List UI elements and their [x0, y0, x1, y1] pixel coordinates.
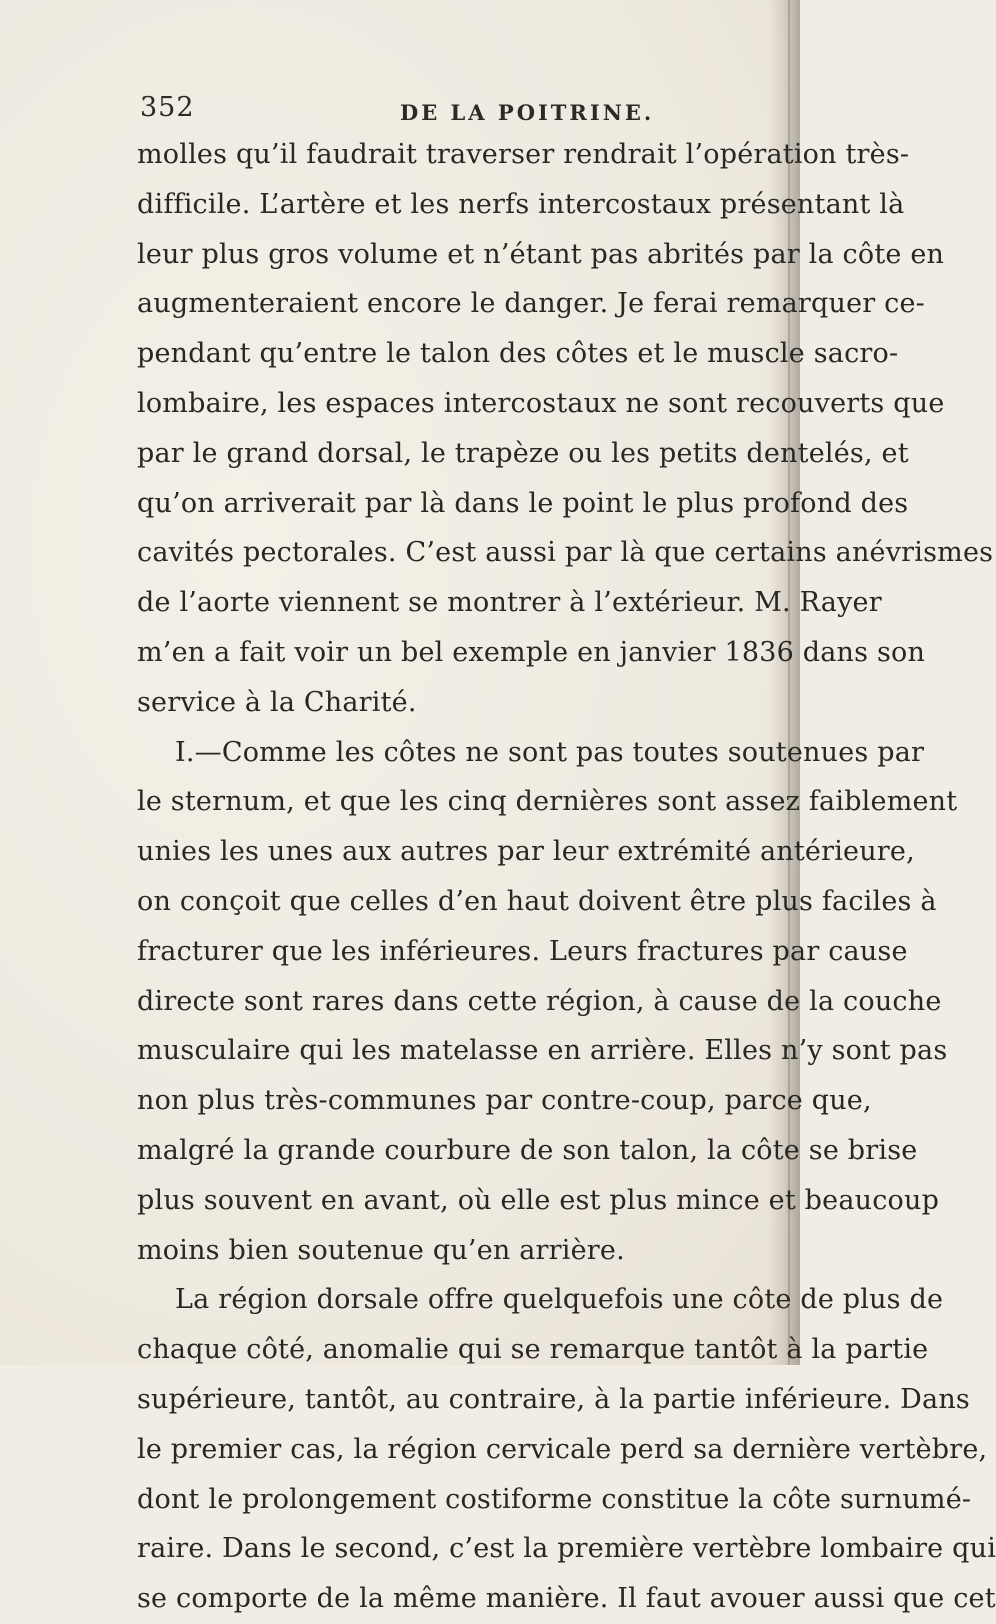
text-line: dont le prolongement costiforme constitue la côte surnumé-: [137, 1483, 972, 1515]
text-line: m’en a fait voir un bel exemple en janvier 1836 dans son: [137, 636, 926, 668]
text-line: par le grand dorsal, le trapèze ou les petits dentelés, et: [137, 437, 909, 469]
body-text: [137, 130, 996, 1624]
text-line: musculaire qui les matelasse en arrière. Elles n’y sont pas: [137, 1035, 948, 1067]
text-line: non plus très-communes par contre-coup, parce que,: [137, 1085, 872, 1117]
text-line: cavités pectorales. C’est aussi par là que certains anévrismes: [137, 537, 994, 569]
text-line: pendant qu’entre le talon des côtes et le muscle sacro-: [137, 338, 899, 370]
text-line: on conçoit que celles d’en haut doivent être plus faciles à: [137, 885, 937, 917]
text-line: fracturer que les inférieures. Leurs fractures par cause: [137, 935, 908, 967]
text-line: se comporte de la même manière. Il faut avouer aussi que cet: [137, 1583, 996, 1615]
text-line: raire. Dans le second, c’est la première vertèbre lombaire qui: [137, 1533, 996, 1565]
text-line: de l’aorte viennent se montrer à l’extérieur. M. Rayer: [137, 587, 882, 619]
paragraph-start-line: I.—Comme les côtes ne sont pas toutes soutenues par: [175, 736, 925, 768]
page-header: [140, 92, 740, 132]
text-line: chaque côté, anomalie qui se remarque tantôt à la partie: [137, 1334, 929, 1366]
text-line: lombaire, les espaces intercostaux ne sont recouverts que: [137, 387, 945, 419]
text-line: difficile. L’artère et les nerfs intercostaux présentant là: [137, 188, 905, 220]
text-line: augmenteraient encore le danger. Je ferai remarquer ce-: [137, 288, 925, 320]
text-line: malgré la grande courbure de son talon, la côte se brise: [137, 1134, 918, 1166]
text-line: directe sont rares dans cette région, à cause de la couche: [137, 985, 942, 1017]
running-head: DE LA POITRINE.: [400, 100, 655, 125]
text-line: le premier cas, la région cervicale perd sa dernière vertèbre,: [137, 1433, 988, 1465]
text-line: molles qu’il faudrait traverser rendrait l’opération très-: [137, 139, 910, 170]
text-line: leur plus gros volume et n’étant pas abrités par la côte en: [137, 238, 945, 270]
text-line: unies les unes aux autres par leur extrémité antérieure,: [137, 836, 915, 868]
text-line: service à la Charité.: [137, 686, 417, 718]
text-line: supérieure, tantôt, au contraire, à la partie inférieure. Dans: [137, 1383, 970, 1415]
text-line: qu’on arriverait par là dans le point le plus profond des: [137, 487, 909, 519]
page-number: 352: [140, 92, 195, 123]
text-line: plus souvent en avant, où elle est plus mince et beaucoup: [137, 1184, 940, 1216]
text-line: le sternum, et que les cinq dernières sont assez faiblement: [137, 786, 958, 818]
paragraph-start-line: La région dorsale offre quelquefois une côte de plus de: [175, 1284, 944, 1316]
text-line: moins bien soutenue qu’en arrière.: [137, 1234, 625, 1266]
